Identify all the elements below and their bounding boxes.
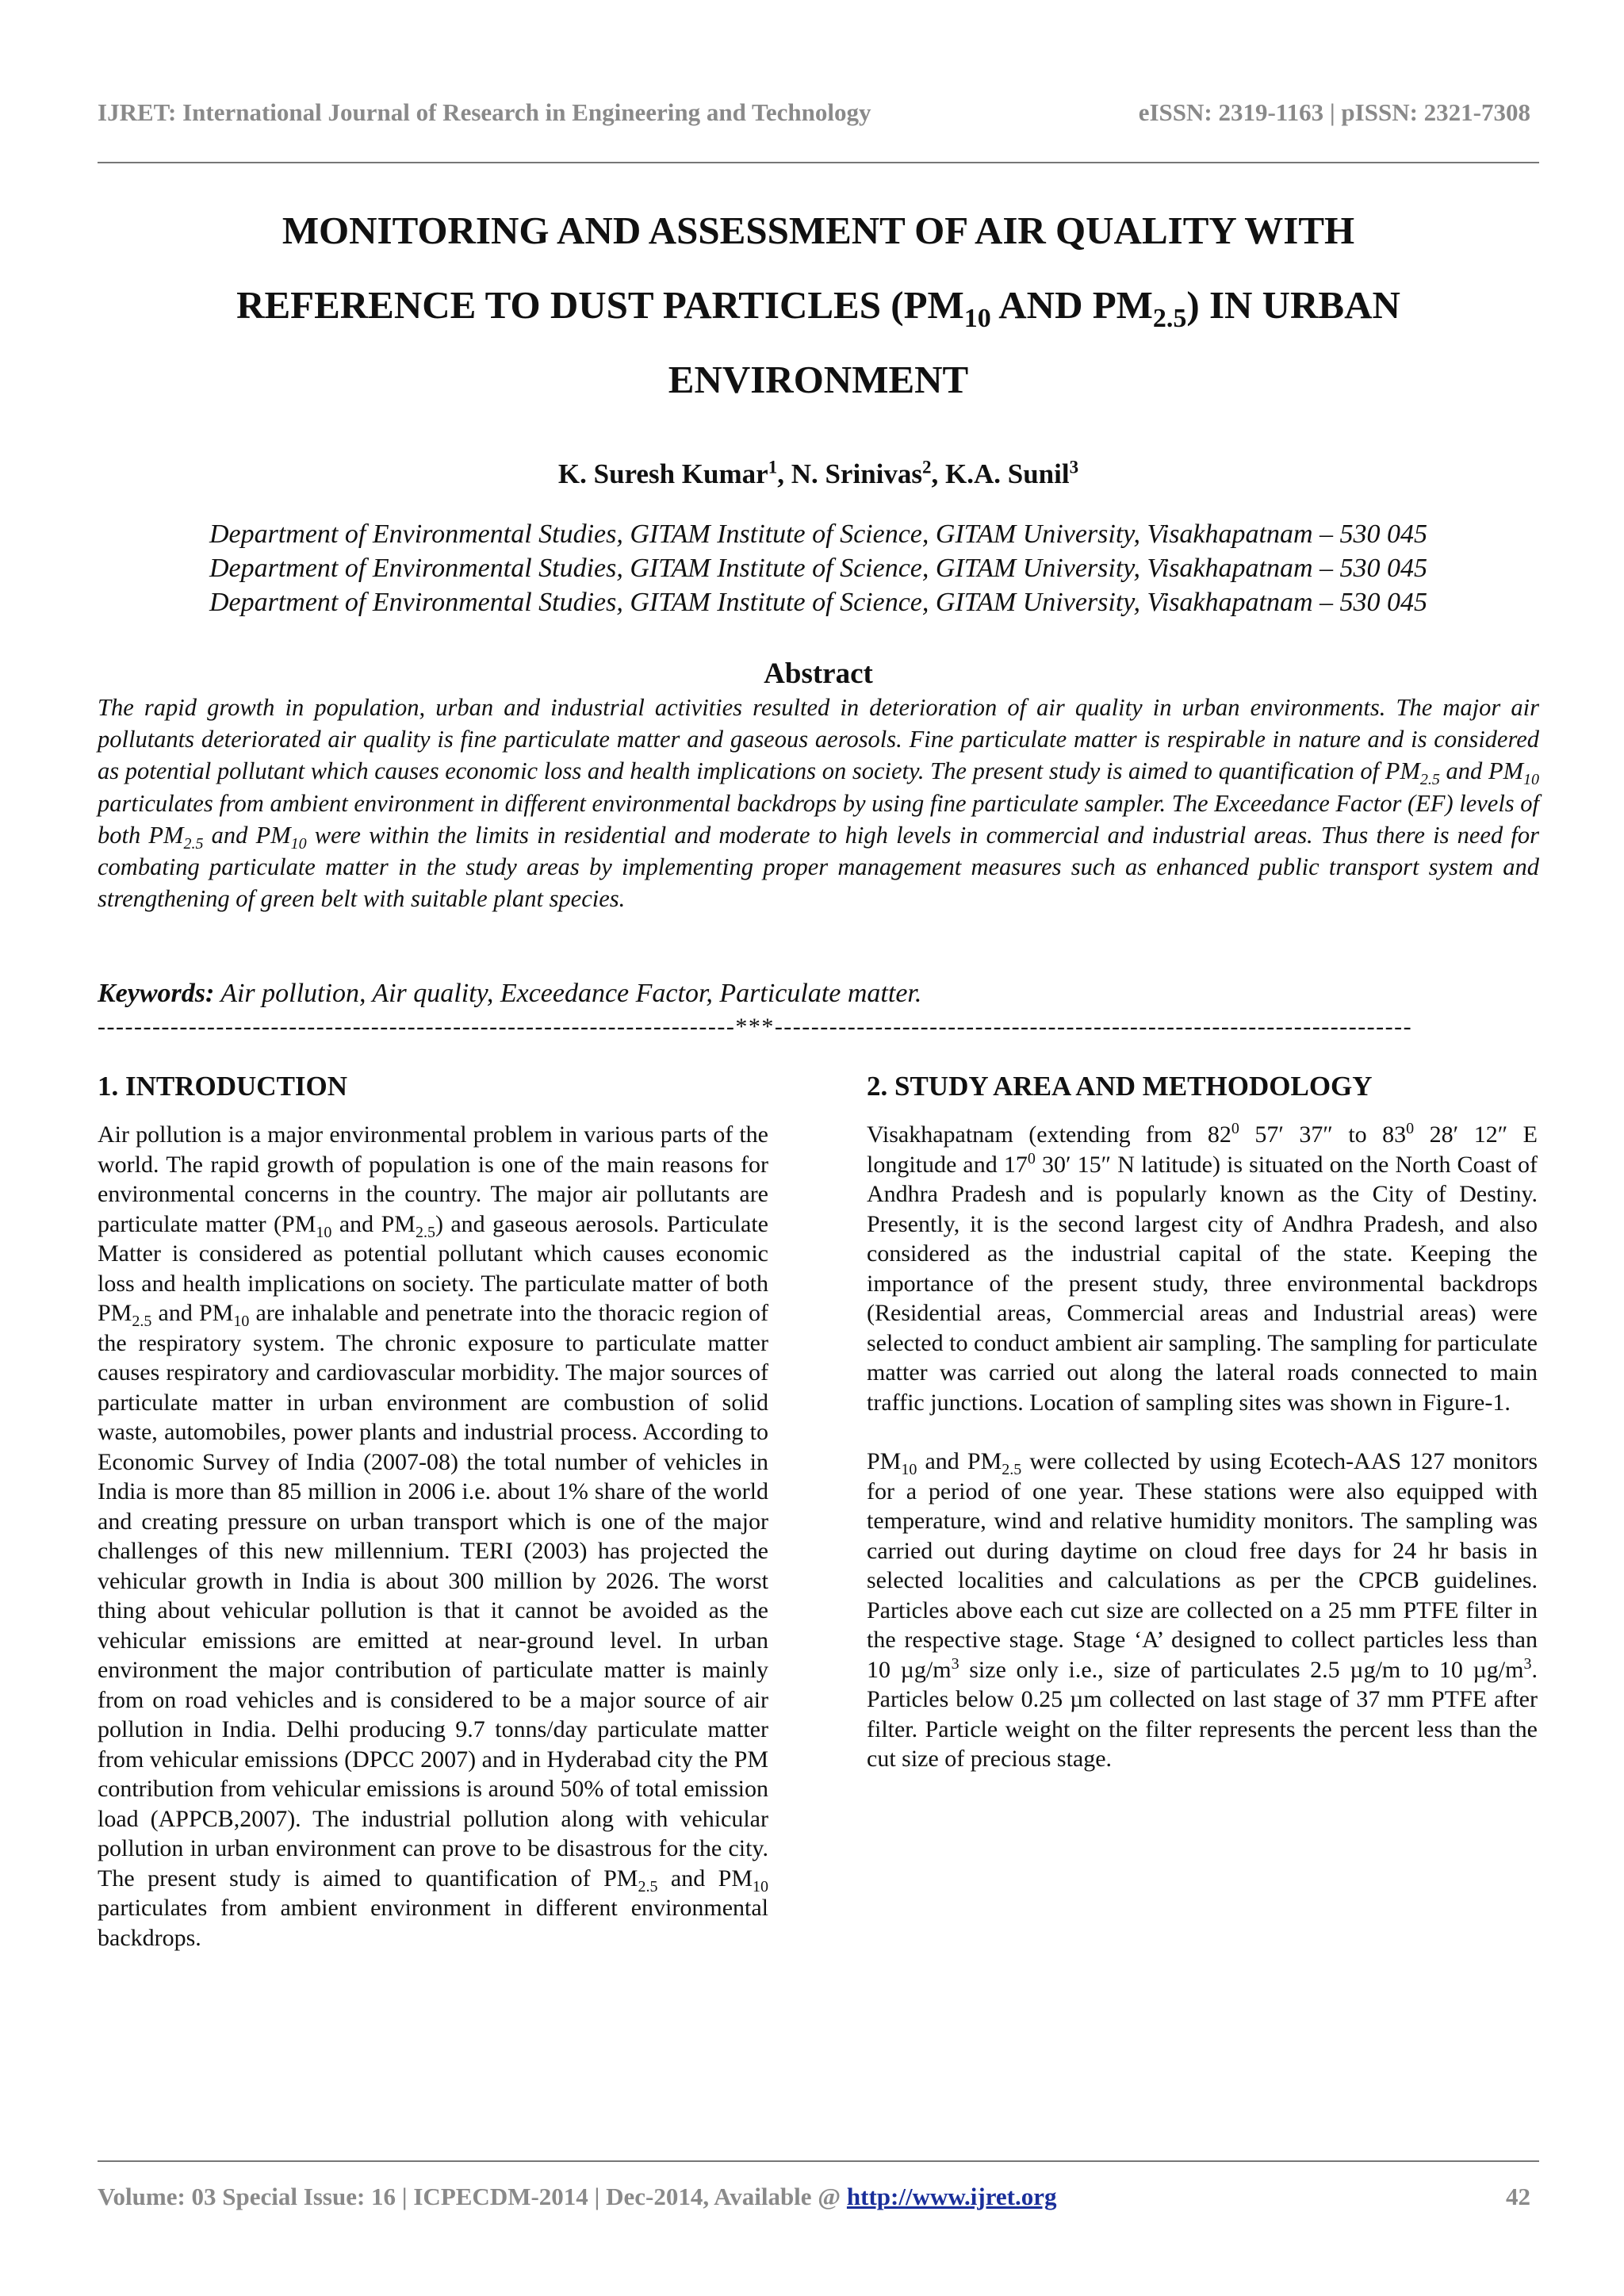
keywords-text: Air pollution, Air quality, Exceedance Factor, Particulate matter. [214,979,922,1008]
author-name: N. Srinivas [791,458,922,489]
page-number: 42 [1506,2183,1530,2210]
title-line-2: REFERENCE TO DUST PARTICLES ($PM_{10}$ AND $PM_{2.5}$) IN URBAN [236,283,1400,333]
affiliation-1: Department of Environmental Studies, GITAM Institute of Science, GITAM University, Visakhapatnam – 530 045 [209,519,1428,549]
study-heading: 2. STUDY AREA AND METHODOLOGY [867,1071,1373,1102]
study-body [867,1120,1538,1774]
intro-body [98,1120,768,1953]
journal-header: IJRET: International Journal of Research in Engineering and Technology [98,98,871,126]
intro-paragraph: Air pollution is a major environmental problem in various parts of the world. The rapid growth of population is one of the main reasons for environmental concerns in the country. The major air pollutants are particulate matter ($PM_{10}$ and $PM_{2.5}$) and gaseous aerosols. Particulate Matter is considered as potential pollutant which causes economic loss and health implications on society. The particulate matter of both $PM_{2.5}$ and $PM_{10}$ are inhalable and penetrate into the thoracic region of the respiratory system. The chronic exposure to particulate matter causes respiratory and cardiovascular morbidity. The major sources of particulate matter in urban environment are combustion of solid waste, automobiles, power plants and industrial process. According to Economic Survey of India (2007-08) the total number of vehicles in India is more than 85 million in 2006 i.e. about 1% share of the world and creating pressure on urban transport which is one of the major challenges of this new millennium. TERI (2003) has projected the vehicular growth in India is about 300 million by 2026. The worst thing about vehicular pollution is that it cannot be avoided as the vehicular emissions are emitted at near-ground level. In urban environment the major contribution of particulate matter is mainly from on road vehicles and is considered to be a major source of air pollution in India. Delhi producing 9.7 tonns/day particulate matter from vehicular emissions (DPCC 2007) and in Hyderabad city the PM contribution from vehicular emissions is around 50% of total emission load (APPCB,2007). The industrial pollution along with vehicular pollution in urban environment can prove to be disastrous for the city. The present study is aimed to quantification of $PM_{2.5}$ and $PM_{10}$ particulates from ambient environment in different environmental backdrops. [98,1121,768,1951]
keywords [98,979,1539,1009]
paper-title [98,194,1539,417]
intro-heading: 1. INTRODUCTION [98,1071,348,1102]
abstract-body: The rapid growth in population, urban and industrial activities resulted in deterioration of air quality in urban environments. The major air pollutants deteriorated air quality is fine particulate matter and gaseous aerosols. Fine particulate matter is respirable in nature and is considered as potential pollutant which causes economic loss and health implications on society. The present study is aimed to quantification of $PM_{2.5}$ and $PM_{10}$ particulates from ambient environment in different environmental backdrops by using fine particulate sampler. The Exceedance Factor (EF) levels of both $PM_{2.5}$ and $PM_{10}$ were within the limits in residential and moderate to high levels in commercial and industrial areas. Thus there is need for combating particulate matter in the study areas by implementing proper management measures such as enhanced public transport system and strengthening of green belt with suitable plant species. [98,694,1540,913]
study-paragraph-1: Visakhapatnam (extending from $82^0$ 57′ 37″ to $83^0$ 28′ 12″ E longitude and $17^0$ 30′ 15″ N latitude) is situated on the North Coast of Andhra Pradesh and is popularly known as the City of Destiny. Presently, it is the second largest city of Andhra Pradesh, and also considered as the industrial capital of the state. Keeping the importance of the present study, three environmental backdrops (Residential areas, Commercial areas and Industrial areas) were selected to conduct ambient air sampling. The sampling for particulate matter was carried out along the lateral roads connected to main traffic junctions. Location of sampling sites was shown in Figure-1. [867,1120,1538,1416]
author-name: K. Suresh Kumar [557,458,768,489]
abstract-heading: Abstract [764,657,873,690]
title-line-1: MONITORING AND ASSESSMENT OF AIR QUALITY WITH [282,209,1355,252]
author-list: K. Suresh Kumar$^1$, N. Srinivas$^2$, K.A. Sunil$^3$ [557,457,1079,489]
header-divider [98,162,1539,163]
section-separator: ----------------------------------------------------------------------***---------------------------------------------------------------------- [98,1015,1413,1039]
keywords-label: Keywords: [98,979,215,1008]
affiliation-2: Department of Environmental Studies, GITAM Institute of Science, GITAM University, Visakhapatnam – 530 045 [209,554,1428,583]
affiliation-3: Department of Environmental Studies, GITAM Institute of Science, GITAM University, Visakhapatnam – 530 045 [209,588,1428,617]
footer-divider [98,2160,1539,2162]
affiliations [98,517,1539,619]
title-line-3: ENVIRONMENT [668,358,969,401]
footer-info: Volume: 03 Special Issue: 16 | ICPECDM-2014 | Dec-2014, Available @ http://www.ijret.org [98,2183,1057,2210]
issn-header: eISSN: 2319-1163 | pISSN: 2321-7308 [1138,98,1530,126]
journal-link[interactable]: http://www.ijret.org [846,2183,1057,2210]
author-name: K.A. Sunil [945,458,1070,489]
study-paragraph-2: $PM_{10}$ and $PM_{2.5}$ were collected by using Ecotech-AAS 127 monitors for a period of one year. These stations were also equipped with temperature, wind and relative humidity monitors. The sampling was carried out during daytime on cloud free days for 24 hr basis in selected localities and calculations as per the CPCB guidelines. Particles above each cut size are collected on a 25 mm PTFE filter in the respective stage. Stage ‘A’ designed to collect particles less than 10 $\mu g/m^3$ size only i.e., size of particulates 2.5 µg/m to 10 $\mu g/m^3$. Particles below 0.25 µm collected on last stage of 37 mm PTFE after filter. Particle weight on the filter represents the percent less than the cut size of precious stage. [867,1448,1538,1772]
